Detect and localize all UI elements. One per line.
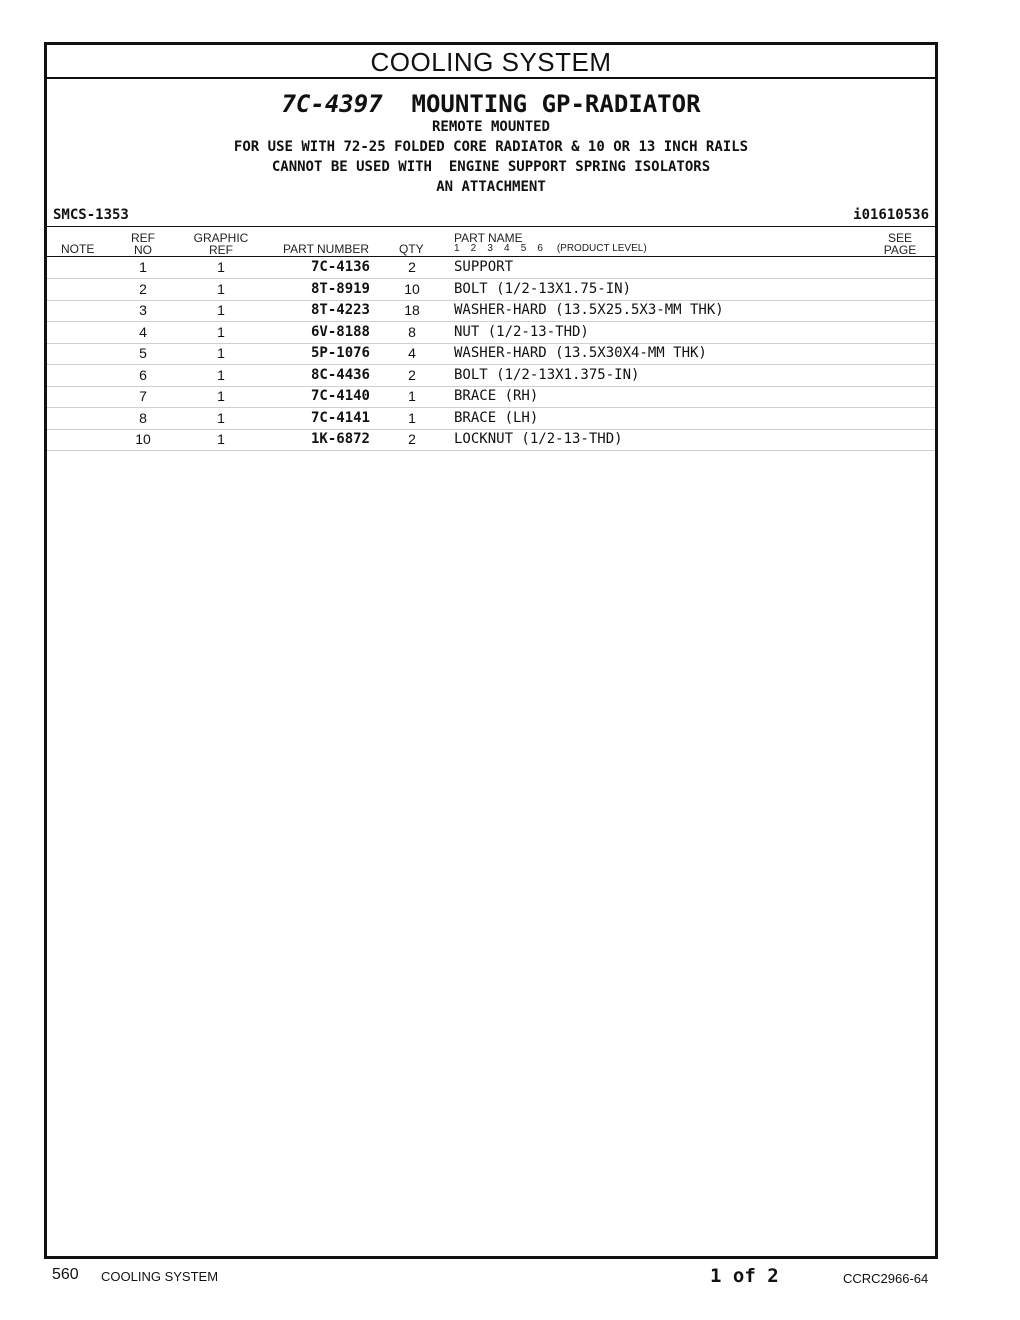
ref-no-cell: 4 bbox=[139, 323, 147, 340]
col-qty: QTY bbox=[399, 242, 424, 256]
col-see-page: SEE PAGE bbox=[883, 231, 917, 257]
table-row bbox=[47, 300, 935, 322]
part-number-cell: 8C-4436 bbox=[310, 366, 370, 383]
part-name-cell: BRACE (RH) bbox=[454, 388, 539, 404]
ref-no-cell: 7 bbox=[139, 388, 147, 404]
ref-no-cell: 5 bbox=[139, 345, 147, 361]
table-row bbox=[47, 365, 935, 387]
group-number: 7C-4397 bbox=[281, 90, 383, 118]
smcs-code: SMCS-1353 bbox=[53, 207, 129, 223]
graphic-ref-cell: 1 bbox=[217, 302, 225, 318]
part-number-cell: 7C-4136 bbox=[310, 259, 370, 275]
group-note: AN ATTACHMENT bbox=[436, 179, 546, 195]
part-number-cell: 7C-4141 bbox=[310, 409, 370, 426]
page-number: 560 bbox=[52, 1266, 79, 1283]
part-number-cell: 1K-6872 bbox=[310, 431, 370, 447]
col-ref-no: REF NO bbox=[131, 231, 155, 257]
table-row bbox=[47, 408, 935, 430]
header-divider bbox=[47, 226, 935, 227]
part-name-cell: BOLT (1/2-13X1.375-IN) bbox=[454, 366, 640, 383]
section-title: COOLING SYSTEM bbox=[47, 45, 935, 79]
group-note: CANNOT BE USED WITH ENGINE SUPPORT SPRING ISOLATORS bbox=[271, 159, 711, 175]
ref-no-cell: 8 bbox=[139, 409, 147, 426]
col-graphic-ref: GRAPHIC REF bbox=[193, 231, 249, 257]
table-row bbox=[47, 257, 935, 279]
col-note: NOTE bbox=[61, 242, 95, 256]
footer-section: COOLING SYSTEM bbox=[101, 1269, 219, 1284]
table-row bbox=[47, 343, 935, 365]
ref-no-cell: 1 bbox=[139, 259, 147, 275]
part-name-cell: BRACE (LH) bbox=[454, 409, 539, 426]
col-part-number: PART NUMBER bbox=[283, 242, 370, 256]
ref-no-cell: 3 bbox=[139, 302, 147, 318]
graphic-ref-cell: 1 bbox=[217, 366, 225, 383]
sheet-count: 1 of 2 bbox=[710, 1265, 779, 1287]
table-row bbox=[47, 386, 935, 408]
table-row bbox=[47, 429, 935, 451]
part-number-cell: 8T-8919 bbox=[310, 280, 370, 297]
doc-code: CCRC2966-64 bbox=[843, 1271, 929, 1286]
qty-cell: 4 bbox=[408, 345, 416, 361]
table-row bbox=[47, 322, 935, 344]
page-frame bbox=[44, 42, 938, 1259]
ref-no-cell: 10 bbox=[135, 431, 151, 447]
part-name-cell: BOLT (1/2-13X1.75-IN) bbox=[454, 280, 632, 297]
part-number-cell: 7C-4140 bbox=[310, 388, 370, 404]
part-number-cell: 5P-1076 bbox=[310, 345, 370, 361]
part-name-cell: NUT (1/2-13-THD) bbox=[454, 323, 589, 340]
graphic-ref-cell: 1 bbox=[217, 280, 225, 297]
group-note: FOR USE WITH 72-25 FOLDED CORE RADIATOR & 10 OR 13 INCH RAILS bbox=[233, 139, 749, 155]
graphic-ref-cell: 1 bbox=[217, 431, 225, 447]
part-number-cell: 6V-8188 bbox=[310, 323, 370, 340]
qty-cell: 18 bbox=[404, 302, 420, 318]
part-name-cell: LOCKNUT (1/2-13-THD) bbox=[454, 431, 623, 447]
part-name-cell: WASHER-HARD (13.5X25.5X3-MM THK) bbox=[454, 302, 724, 318]
col-part-name: PART NAME bbox=[454, 231, 523, 245]
graphic-ref-cell: 1 bbox=[217, 345, 225, 361]
part-number-cell: 8T-4223 bbox=[310, 302, 370, 318]
ref-no-cell: 2 bbox=[139, 280, 147, 297]
qty-cell: 2 bbox=[408, 431, 416, 447]
table-row bbox=[47, 279, 935, 301]
group-note: REMOTE MOUNTED bbox=[431, 119, 550, 135]
qty-cell: 10 bbox=[404, 280, 420, 297]
part-name-cell: SUPPORT bbox=[454, 259, 514, 275]
col-product-level: 1 2 3 4 5 6 (PRODUCT LEVEL) bbox=[454, 243, 647, 254]
group-name: MOUNTING GP-RADIATOR bbox=[411, 90, 701, 118]
graphic-ref-cell: 1 bbox=[217, 323, 225, 340]
qty-cell: 1 bbox=[408, 388, 416, 404]
graphic-ref-cell: 1 bbox=[217, 409, 225, 426]
qty-cell: 2 bbox=[408, 259, 416, 275]
graphic-ref-cell: 1 bbox=[217, 388, 225, 404]
group-heading bbox=[47, 89, 935, 119]
qty-cell: 2 bbox=[408, 366, 416, 383]
graphic-ref-cell: 1 bbox=[217, 259, 225, 275]
qty-cell: 8 bbox=[408, 323, 416, 340]
ref-no-cell: 6 bbox=[139, 366, 147, 383]
part-name-cell: WASHER-HARD (13.5X30X4-MM THK) bbox=[454, 345, 707, 361]
illustration-id: i01610536 bbox=[853, 207, 929, 223]
qty-cell: 1 bbox=[408, 409, 416, 426]
